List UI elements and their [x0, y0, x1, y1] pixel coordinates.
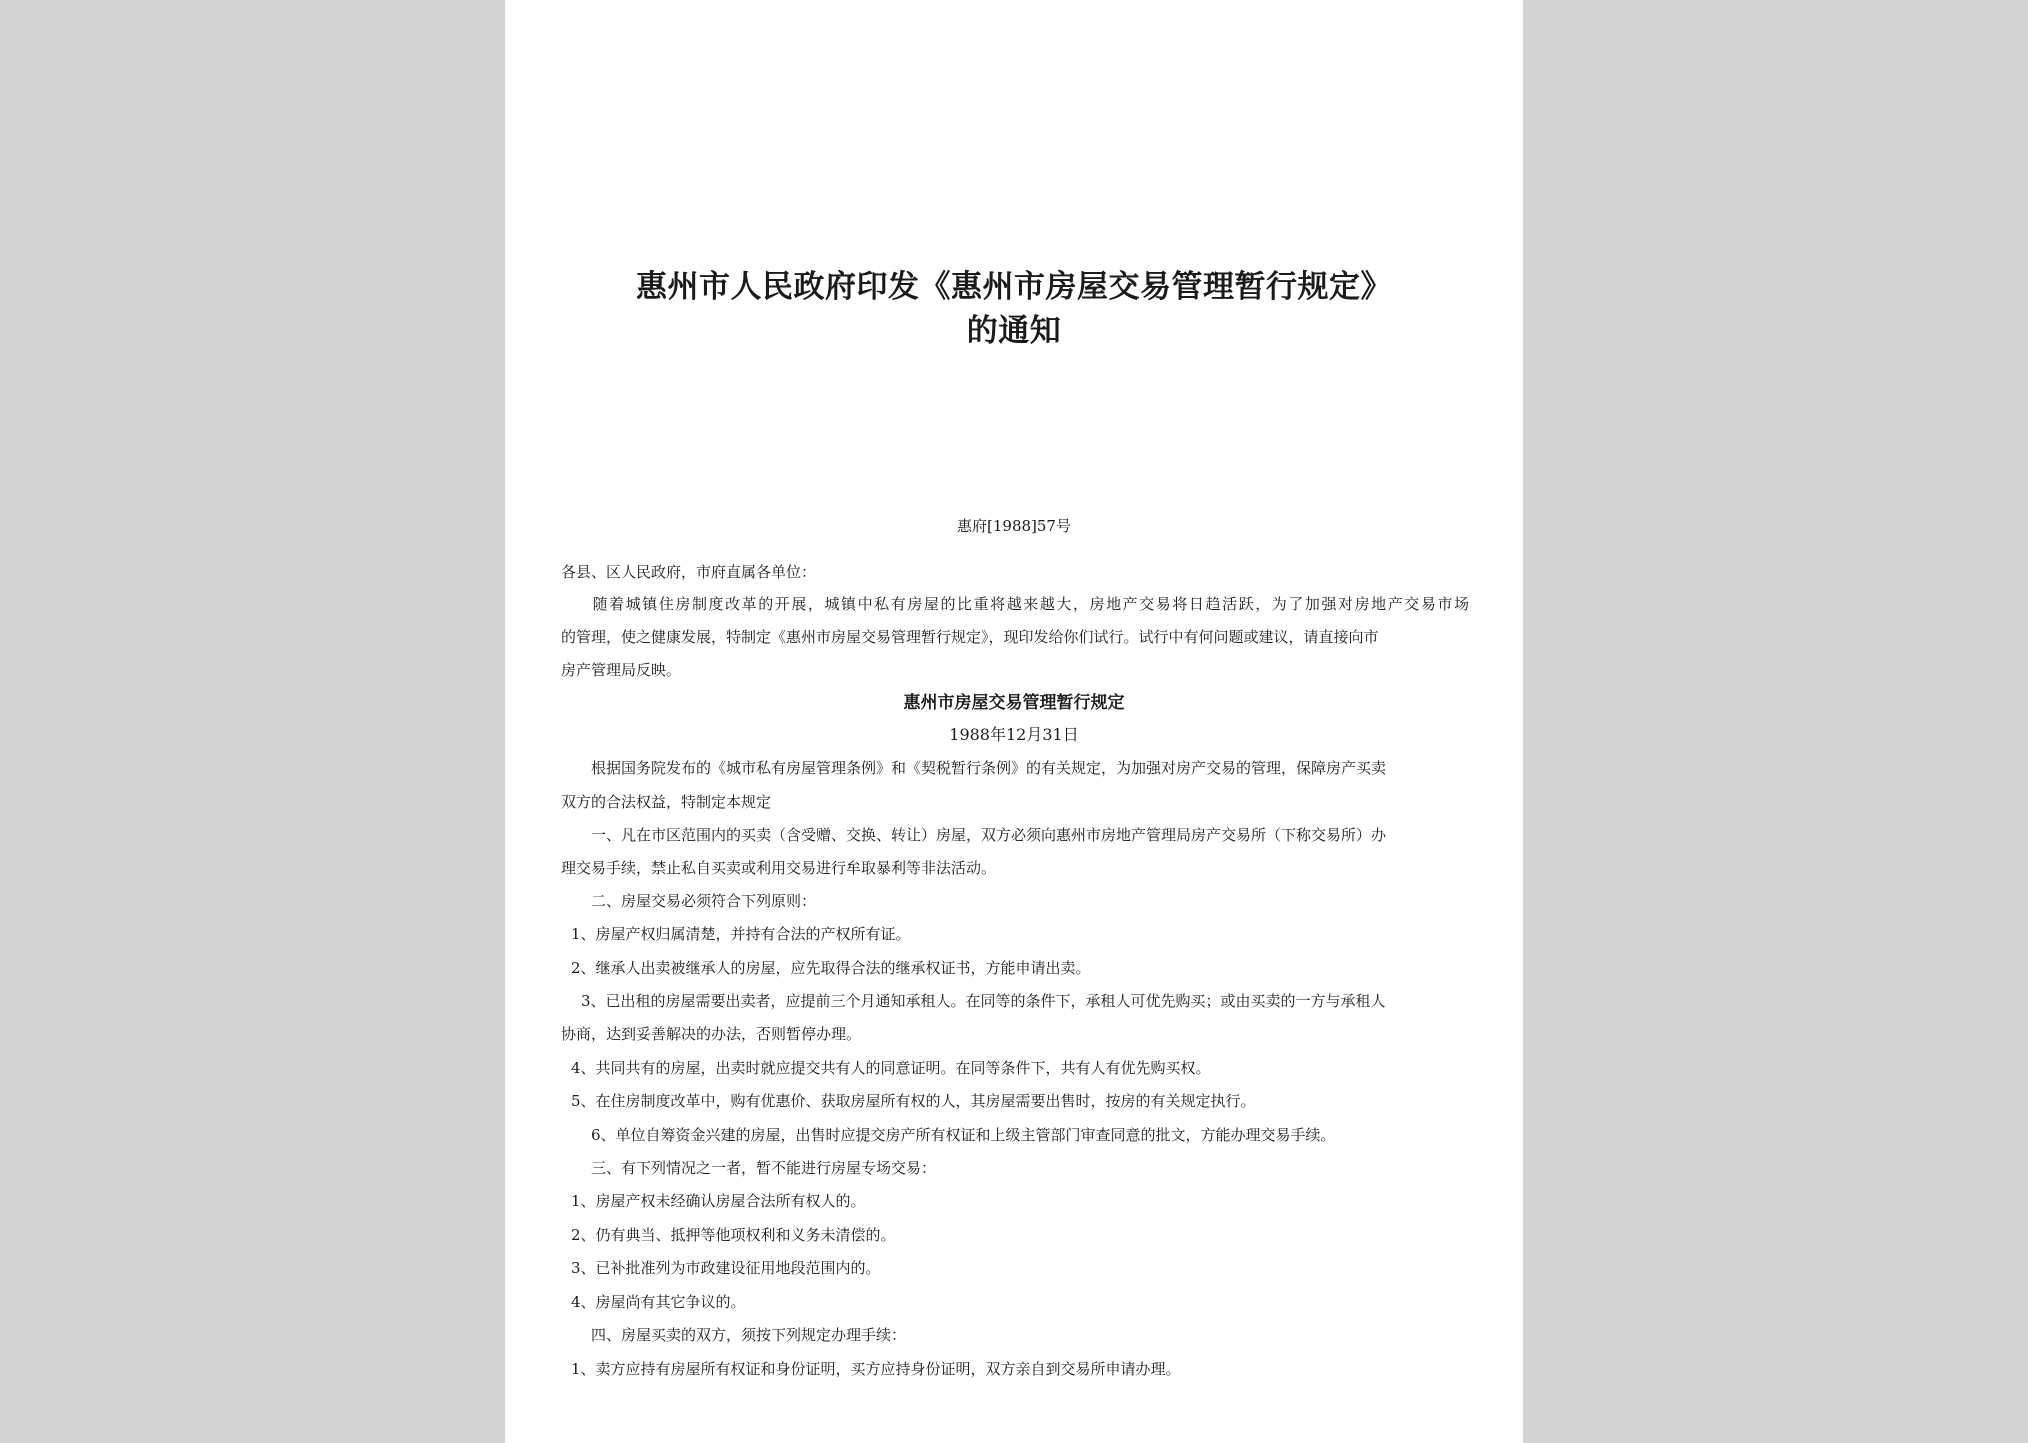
document-title-line1: 惠州市人民政府印发《惠州市房屋交易管理暂行规定》 — [636, 269, 1392, 305]
body-line-7: 2、继承人出卖被继承人的房屋，应先取得合法的继承权证书，方能申请出卖。 — [571, 959, 1091, 977]
body-line-2: 双方的合法权益，特制定本规定 — [561, 793, 772, 811]
intro-line-1: 随着城镇住房制度改革的开展，城镇中私有房屋的比重将越来越大，房地产交易将日趋活跃，为了加强对房地产交易市场 — [591, 595, 1469, 613]
regulation-date: 1988年12月31日 — [949, 725, 1079, 744]
body-line-16: 3、已补批准列为市政建设征用地段范围内的。 — [571, 1259, 881, 1277]
body-line-13: 三、有下列情况之一者，暂不能进行房屋专场交易： — [591, 1159, 937, 1177]
addressee: 各县、区人民政府，市府直属各单位： — [561, 563, 817, 581]
document-page — [505, 0, 1523, 1443]
body-line-15: 2、仍有典当、抵押等他项权利和义务未清偿的。 — [571, 1226, 896, 1244]
body-line-6: 1、房屋产权归属清楚，并持有合法的产权所有证。 — [571, 925, 911, 943]
body-line-4: 理交易手续，禁止私自买卖或利用交易进行牟取暴利等非法活动。 — [561, 859, 997, 877]
regulation-title: 惠州市房屋交易管理暂行规定 — [903, 693, 1125, 713]
body-line-1: 根据国务院发布的《城市私有房屋管理条例》和《契税暂行条例》的有关规定，为加强对房产交易的管理，保障房产买卖 — [591, 759, 1387, 777]
body-line-18: 四、房屋买卖的双方，须按下列规定办理手续： — [591, 1326, 907, 1344]
body-line-19: 1、卖方应持有房屋所有权证和身份证明，买方应持身份证明，双方亲自到交易所申请办理。 — [571, 1360, 1181, 1378]
intro-line-2: 的管理，使之健康发展，特制定《惠州市房屋交易管理暂行规定》，现印发给你们试行。试行中有何问题或建议，请直接向市 — [561, 628, 1379, 646]
body-line-11: 5、在住房制度改革中，购有优惠价、获取房屋所有权的人，其房屋需要出售时，按房的有关规定执行。 — [571, 1092, 1256, 1110]
body-line-10: 4、共同共有的房屋，出卖时就应提交共有人的同意证明。在同等条件下，共有人有优先购买权。 — [571, 1059, 1211, 1077]
body-line-8: 3、已出租的房屋需要出卖者，应提前三个月通知承租人。在同等的条件下，承租人可优先购买；或由买卖的一方与承租人 — [581, 992, 1386, 1010]
document-number: 惠府[1988]57号 — [957, 517, 1071, 535]
body-line-5: 二、房屋交易必须符合下列原则： — [591, 892, 817, 910]
body-line-14: 1、房屋产权未经确认房屋合法所有权人的。 — [571, 1192, 866, 1210]
body-line-12: 6、单位自筹资金兴建的房屋，出售时应提交房产所有权证和上级主管部门审查同意的批文，方能办理交易手续。 — [591, 1126, 1336, 1144]
body-line-3: 一、凡在市区范围内的买卖（含受赠、交换、转让）房屋，双方必须向惠州市房地产管理局房产交易所（下称交易所）办 — [591, 826, 1387, 844]
body-line-17: 4、房屋尚有其它争议的。 — [571, 1293, 746, 1311]
body-line-9: 协商，达到妥善解决的办法，否则暂停办理。 — [561, 1025, 862, 1043]
intro-line-3: 房产管理局反映。 — [561, 661, 682, 679]
document-title-line2: 的通知 — [966, 313, 1062, 349]
